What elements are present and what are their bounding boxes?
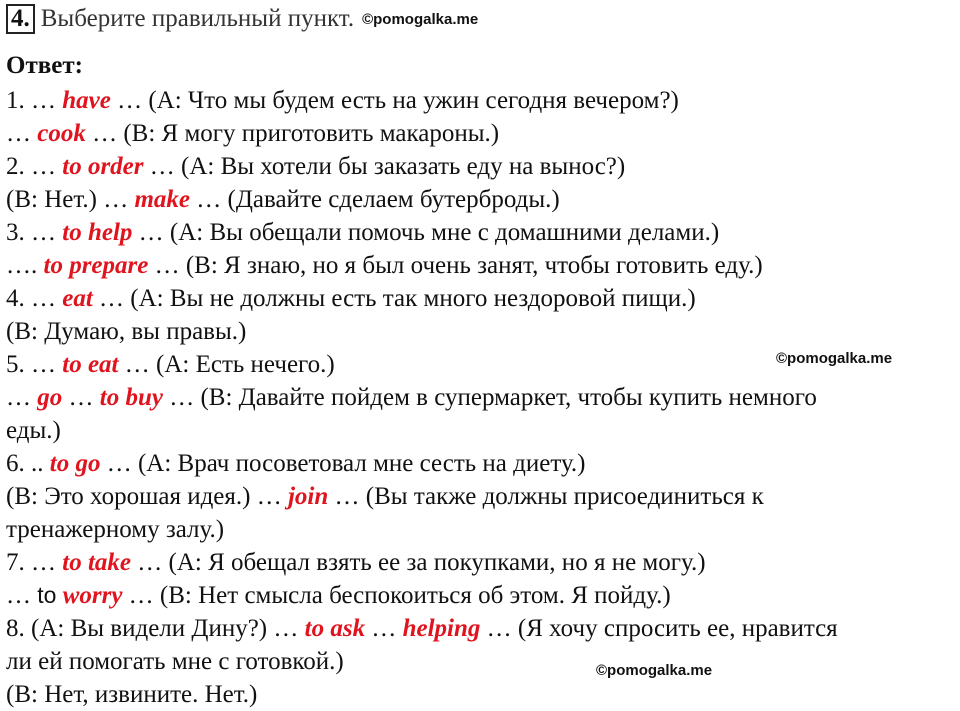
line-text: … (A: Вы обещали помочь мне с домашними делами.)	[132, 219, 720, 246]
line-text: … (Вы также должны присоединиться к	[328, 483, 764, 510]
answer-line	[6, 513, 956, 546]
line-text: (B: Это хорошая идея.) …	[6, 483, 288, 510]
line-text: … (A: Есть нечего.)	[118, 351, 335, 378]
line-text: … (B: Нет смысла беспокоиться об этом. Я пойду.)	[122, 582, 671, 609]
line-text: …	[365, 615, 403, 642]
line-text: … (A: Вы хотели бы заказать еду на вынос?)	[143, 153, 626, 180]
answer-line	[6, 84, 956, 117]
answer-label: Ответ:	[6, 52, 83, 79]
line-text: … (A: Врач посоветовал мне сесть на диету.)	[100, 450, 586, 477]
answer-word: go	[37, 384, 63, 411]
answer-line	[6, 546, 956, 579]
answer-line	[6, 678, 956, 711]
answer-word: make	[134, 186, 191, 213]
line-text: 6. ..	[6, 450, 50, 477]
task-title: Выберите правильный пункт.	[40, 5, 355, 32]
line-text: 8. (A: Вы видели Дину?) …	[6, 615, 305, 642]
watermark: ©pomogalka.me	[596, 662, 713, 679]
answer-line	[6, 315, 956, 348]
line-text: (B: Думаю, вы правы.)	[6, 318, 247, 345]
task-header	[6, 4, 478, 34]
answer-line	[6, 480, 956, 513]
line-text: … (A: Что мы будем есть на ужин сегодня вечером?)	[110, 87, 679, 114]
answer-word: cook	[37, 120, 86, 147]
answer-word: to order	[62, 153, 144, 180]
line-text: ли ей помогать мне с готовкой.)	[6, 648, 344, 675]
line-text: … (Я хочу спросить ее, нравится	[480, 615, 838, 642]
line-text: … (B: Я знаю, но я был очень занят, чтобы готовить еду.)	[148, 252, 763, 279]
watermark: ©pomogalka.me	[776, 350, 893, 367]
answer-line	[6, 150, 956, 183]
line-text: … (B: Давайте пойдем в супермаркет, чтобы купить немного	[162, 384, 817, 411]
answer-line	[6, 645, 956, 678]
answer-word: to take	[62, 549, 131, 576]
line-text: …	[6, 384, 38, 411]
line-text: (B: Нет.) …	[6, 186, 135, 213]
line-text: … (B: Я могу приготовить макароны.)	[85, 120, 500, 147]
answer-word: to ask	[304, 615, 366, 642]
line-text: еды.)	[6, 417, 61, 444]
answer-line	[6, 447, 956, 480]
line-text: 1. …	[6, 87, 63, 114]
line-text: …	[6, 582, 38, 609]
line-text: 7. …	[6, 549, 63, 576]
answer-line	[6, 183, 956, 216]
line-text: 2. …	[6, 153, 63, 180]
answer-word: to help	[62, 219, 133, 246]
answer-line	[6, 117, 956, 150]
answer-line	[6, 414, 956, 447]
answer-word: have	[62, 87, 111, 114]
watermark: ©pomogalka.me	[362, 10, 479, 28]
answer-word: to prepare	[43, 252, 149, 279]
line-text: … (Давайте сделаем бутерброды.)	[190, 186, 560, 213]
line-text: …	[6, 120, 38, 147]
answer-line	[6, 249, 956, 282]
answer-word: eat	[62, 285, 93, 312]
answer-line	[6, 282, 956, 315]
task-number: 4.	[6, 4, 35, 34]
answer-line	[6, 579, 956, 612]
line-text: … (A: Вы не должны есть так много нездоровой пищи.)	[92, 285, 696, 312]
answer-word: worry	[62, 582, 123, 609]
line-text: 3. …	[6, 219, 63, 246]
line-text: 5. …	[6, 351, 63, 378]
answer-word: join	[287, 483, 329, 510]
line-text: to	[37, 582, 57, 608]
line-text: тренажерному залу.)	[6, 516, 225, 543]
answer-line	[6, 612, 956, 645]
answer-lines	[6, 84, 956, 711]
answer-line	[6, 381, 956, 414]
line-text: (B: Нет, извините. Нет.)	[6, 681, 258, 708]
answer-word: to go	[49, 450, 101, 477]
line-text: 4. …	[6, 285, 63, 312]
answer-word: to buy	[99, 384, 163, 411]
line-text: ….	[6, 252, 44, 279]
line-text: … (A: Я обещал взять ее за покупками, но я не могу.)	[131, 549, 706, 576]
line-text: …	[62, 384, 100, 411]
answer-word: to eat	[62, 351, 119, 378]
answer-word: helping	[402, 615, 481, 642]
answer-line	[6, 216, 956, 249]
